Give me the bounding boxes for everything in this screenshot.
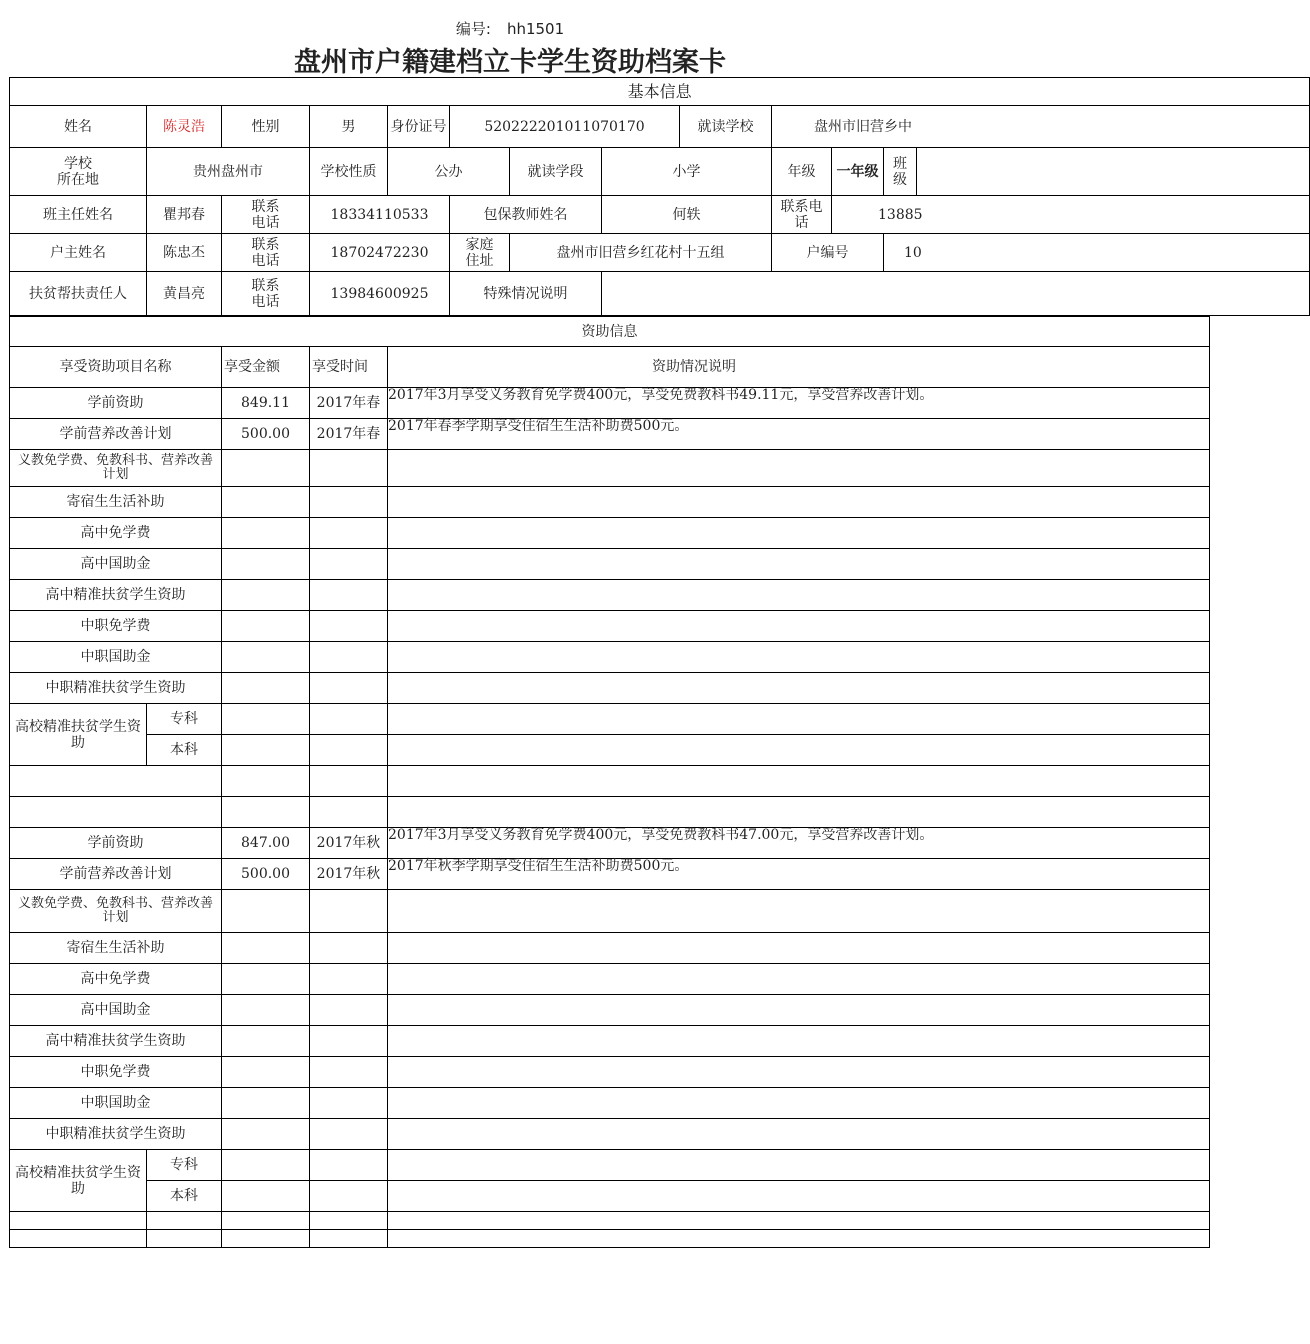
serial-number	[0, 18, 1020, 39]
special-value	[602, 272, 1310, 316]
aid-item-name: 学前资助	[10, 828, 222, 859]
aid-item-name: 高中国助金	[10, 549, 222, 580]
blank-cell	[310, 1212, 388, 1230]
aid-time	[310, 890, 388, 933]
aid-row	[10, 518, 1210, 549]
teacher-phone: 18334110533	[310, 196, 450, 234]
aid-time	[310, 1181, 388, 1212]
helper-phone-label: 联系 电话	[222, 272, 310, 316]
householder-name: 陈忠丕	[147, 234, 222, 272]
blank-cell	[10, 766, 222, 797]
aid-description	[388, 580, 1210, 611]
serial-value: hh1501	[506, 20, 565, 38]
aid-row	[10, 933, 1210, 964]
aid-item-name: 学前资助	[10, 388, 222, 419]
archive-card-sheet	[9, 77, 934, 1277]
aid-time	[310, 518, 388, 549]
aid-description	[388, 518, 1210, 549]
aid-description: 2017年秋季学期享受住宿生生活补助费500元。	[388, 859, 1210, 890]
aid-time	[310, 642, 388, 673]
college-bachelor-label: 本科	[147, 735, 222, 766]
aid-row	[10, 450, 1210, 487]
aid-table	[9, 316, 1210, 1248]
blank-cell	[222, 797, 310, 828]
aid-item-name: 中职国助金	[10, 1088, 222, 1119]
aid-row	[10, 642, 1210, 673]
aid-item-name: 学前营养改善计划	[10, 859, 222, 890]
aid-row	[10, 487, 1210, 518]
id-number: 520222201011070170	[450, 106, 680, 148]
aid-time	[310, 487, 388, 518]
school-location-label: 学校 所在地	[10, 148, 147, 196]
aid-amount	[222, 487, 310, 518]
aid-item-name: 高中免学费	[10, 518, 222, 549]
blank-cell	[310, 1230, 388, 1248]
aid-amount	[222, 549, 310, 580]
aid-description	[388, 704, 1210, 735]
aid-time: 2017年春	[310, 388, 388, 419]
blank-row	[10, 797, 1210, 828]
aid-row	[10, 1088, 1210, 1119]
aid-item-name: 中职精准扶贫学生资助	[10, 1119, 222, 1150]
aid-row	[10, 388, 1210, 419]
aid-row	[10, 995, 1210, 1026]
aid-time	[310, 964, 388, 995]
home-address: 盘州市旧营乡红花村十五组	[510, 234, 772, 272]
aid-time: 2017年秋	[310, 859, 388, 890]
aid-amount: 500.00	[222, 419, 310, 450]
aid-amount	[222, 1088, 310, 1119]
serial-label: 编号:	[455, 20, 491, 38]
aid-amount	[222, 580, 310, 611]
aid-time	[310, 1057, 388, 1088]
aid-row	[10, 549, 1210, 580]
aid-item-name: 中职免学费	[10, 1057, 222, 1088]
grade-value: 一年级	[832, 148, 884, 196]
aid-time	[310, 1088, 388, 1119]
blank-cell	[147, 1230, 222, 1248]
household-no-label: 户编号	[772, 234, 884, 272]
aid-amount	[222, 964, 310, 995]
class-value	[917, 148, 1310, 196]
aid-time	[310, 450, 388, 487]
aid-time	[310, 704, 388, 735]
class-label: 班 级	[884, 148, 917, 196]
aid-amount	[222, 673, 310, 704]
aid-amount: 847.00	[222, 828, 310, 859]
aid-row	[10, 859, 1210, 890]
blank-cell	[222, 766, 310, 797]
aid-row	[10, 1119, 1210, 1150]
aid-description	[388, 673, 1210, 704]
blank-cell	[388, 766, 1210, 797]
aid-description	[388, 1057, 1210, 1088]
aid-time	[310, 673, 388, 704]
college-bachelor-label: 本科	[147, 1181, 222, 1212]
college-aid-label: 高校精准扶贫学生资助	[10, 704, 147, 766]
aid-amount	[222, 642, 310, 673]
aid-row	[10, 611, 1210, 642]
stage-label: 就读学段	[510, 148, 602, 196]
aid-item-name: 义教免学费、免教科书、营养改善计划	[10, 890, 222, 933]
aid-amount	[222, 611, 310, 642]
aid-amount	[222, 518, 310, 549]
aid-item-name: 寄宿生生活补助	[10, 487, 222, 518]
archive-card-table	[9, 77, 1310, 316]
aid-description	[388, 1119, 1210, 1150]
aid-time	[310, 611, 388, 642]
aid-description	[388, 549, 1210, 580]
aid-description	[388, 487, 1210, 518]
aid-description	[388, 890, 1210, 933]
college-aid-label: 高校精准扶贫学生资助	[10, 1150, 147, 1212]
aid-row-college	[10, 1181, 1210, 1212]
aid-time	[310, 580, 388, 611]
guarantor-name: 何轶	[602, 196, 772, 234]
householder-label: 户主姓名	[10, 234, 147, 272]
college-junior-label: 专科	[147, 704, 222, 735]
aid-description	[388, 995, 1210, 1026]
aid-description	[388, 735, 1210, 766]
aid-amount	[222, 995, 310, 1026]
blank-cell	[10, 1230, 147, 1248]
student-name: 陈灵浩	[147, 106, 222, 148]
grade-label: 年级	[772, 148, 832, 196]
aid-description	[388, 1181, 1210, 1212]
aid-amount	[222, 1057, 310, 1088]
blank-cell	[388, 1212, 1210, 1230]
aid-amount	[222, 704, 310, 735]
householder-phone-label: 联系 电话	[222, 234, 310, 272]
aid-description	[388, 1150, 1210, 1181]
aid-amount	[222, 1119, 310, 1150]
stage-value: 小学	[602, 148, 772, 196]
blank-cell	[10, 1212, 147, 1230]
aid-amount	[222, 890, 310, 933]
school-location: 贵州盘州市	[147, 148, 310, 196]
aid-time	[310, 933, 388, 964]
gender-label: 性别	[222, 106, 310, 148]
aid-amount: 500.00	[222, 859, 310, 890]
id-label: 身份证号	[388, 106, 450, 148]
aid-row	[10, 964, 1210, 995]
page-title: 盘州市户籍建档立卡学生资助档案卡	[294, 47, 726, 78]
aid-amount	[222, 450, 310, 487]
aid-description	[388, 964, 1210, 995]
aid-row-college	[10, 704, 1210, 735]
aid-item-name: 高中精准扶贫学生资助	[10, 580, 222, 611]
aid-row	[10, 419, 1210, 450]
helper-name: 黄昌亮	[147, 272, 222, 316]
aid-row	[10, 890, 1210, 933]
aid-row	[10, 1026, 1210, 1057]
helper-phone: 13984600925	[310, 272, 450, 316]
aid-item-name: 高中精准扶贫学生资助	[10, 1026, 222, 1057]
aid-amount	[222, 1181, 310, 1212]
basic-info-header: 基本信息	[10, 78, 1310, 106]
householder-phone: 18702472230	[310, 234, 450, 272]
aid-description	[388, 933, 1210, 964]
aid-row	[10, 580, 1210, 611]
aid-time: 2017年春	[310, 419, 388, 450]
col-desc-header: 资助情况说明	[388, 347, 1210, 388]
blank-cell	[10, 797, 222, 828]
aid-description	[388, 1088, 1210, 1119]
aid-description: 2017年3月享受义务教育免学费400元，享受免费教科书49.11元，享受营养改善计划。	[388, 388, 1210, 419]
aid-row	[10, 673, 1210, 704]
aid-description	[388, 450, 1210, 487]
blank-row	[10, 1230, 1210, 1248]
aid-description	[388, 611, 1210, 642]
blank-row	[10, 766, 1210, 797]
aid-item-name: 中职免学费	[10, 611, 222, 642]
aid-amount	[222, 1026, 310, 1057]
address-label: 家庭 住址	[450, 234, 510, 272]
school-label: 就读学校	[680, 106, 772, 148]
blank-cell	[388, 797, 1210, 828]
aid-description	[388, 1026, 1210, 1057]
guarantor-phone-label: 联系电 话	[772, 196, 832, 234]
aid-amount	[222, 1150, 310, 1181]
aid-item-name: 义教免学费、免教科书、营养改善计划	[10, 450, 222, 487]
blank-cell	[310, 797, 388, 828]
aid-amount	[222, 735, 310, 766]
blank-row	[10, 1212, 1210, 1230]
aid-time	[310, 735, 388, 766]
college-junior-label: 专科	[147, 1150, 222, 1181]
blank-cell	[388, 1230, 1210, 1248]
school-nature-label: 学校性质	[310, 148, 388, 196]
blank-cell	[147, 1212, 222, 1230]
aid-item-name: 中职精准扶贫学生资助	[10, 673, 222, 704]
aid-item-name: 学前营养改善计划	[10, 419, 222, 450]
aid-row	[10, 828, 1210, 859]
aid-time	[310, 1026, 388, 1057]
aid-description	[388, 642, 1210, 673]
col-amount-header: 享受金额	[222, 347, 310, 388]
col-item-header: 享受资助项目名称	[10, 347, 222, 388]
aid-item-name: 高中免学费	[10, 964, 222, 995]
aid-time	[310, 995, 388, 1026]
household-no: 10	[884, 234, 1310, 272]
aid-row-college	[10, 735, 1210, 766]
aid-time	[310, 1119, 388, 1150]
special-label: 特殊情况说明	[450, 272, 602, 316]
col-time-header: 享受时间	[310, 347, 388, 388]
school-nature: 公办	[388, 148, 510, 196]
aid-description: 2017年3月享受义务教育免学费400元，享受免费教科书47.00元，享受营养改善计划。	[388, 828, 1210, 859]
aid-item-name: 中职国助金	[10, 642, 222, 673]
guarantor-phone: 13885	[832, 196, 1310, 234]
aid-item-name: 寄宿生生活补助	[10, 933, 222, 964]
teacher-name: 瞿邦春	[147, 196, 222, 234]
name-label: 姓名	[10, 106, 147, 148]
guarantor-label: 包保教师姓名	[450, 196, 602, 234]
aid-row	[10, 1057, 1210, 1088]
aid-amount	[222, 933, 310, 964]
aid-info-header: 资助信息	[10, 317, 1210, 347]
teacher-label: 班主任姓名	[10, 196, 147, 234]
blank-cell	[310, 766, 388, 797]
blank-cell	[222, 1230, 310, 1248]
helper-label: 扶贫帮扶责任人	[10, 272, 147, 316]
aid-description: 2017年春季学期享受住宿生生活补助费500元。	[388, 419, 1210, 450]
aid-item-name: 高中国助金	[10, 995, 222, 1026]
aid-amount: 849.11	[222, 388, 310, 419]
aid-time	[310, 1150, 388, 1181]
teacher-phone-label: 联系 电话	[222, 196, 310, 234]
aid-time: 2017年秋	[310, 828, 388, 859]
blank-cell	[222, 1212, 310, 1230]
school-name: 盘州市旧营乡中	[772, 106, 1310, 148]
aid-time	[310, 549, 388, 580]
gender-value: 男	[310, 106, 388, 148]
aid-row-college	[10, 1150, 1210, 1181]
